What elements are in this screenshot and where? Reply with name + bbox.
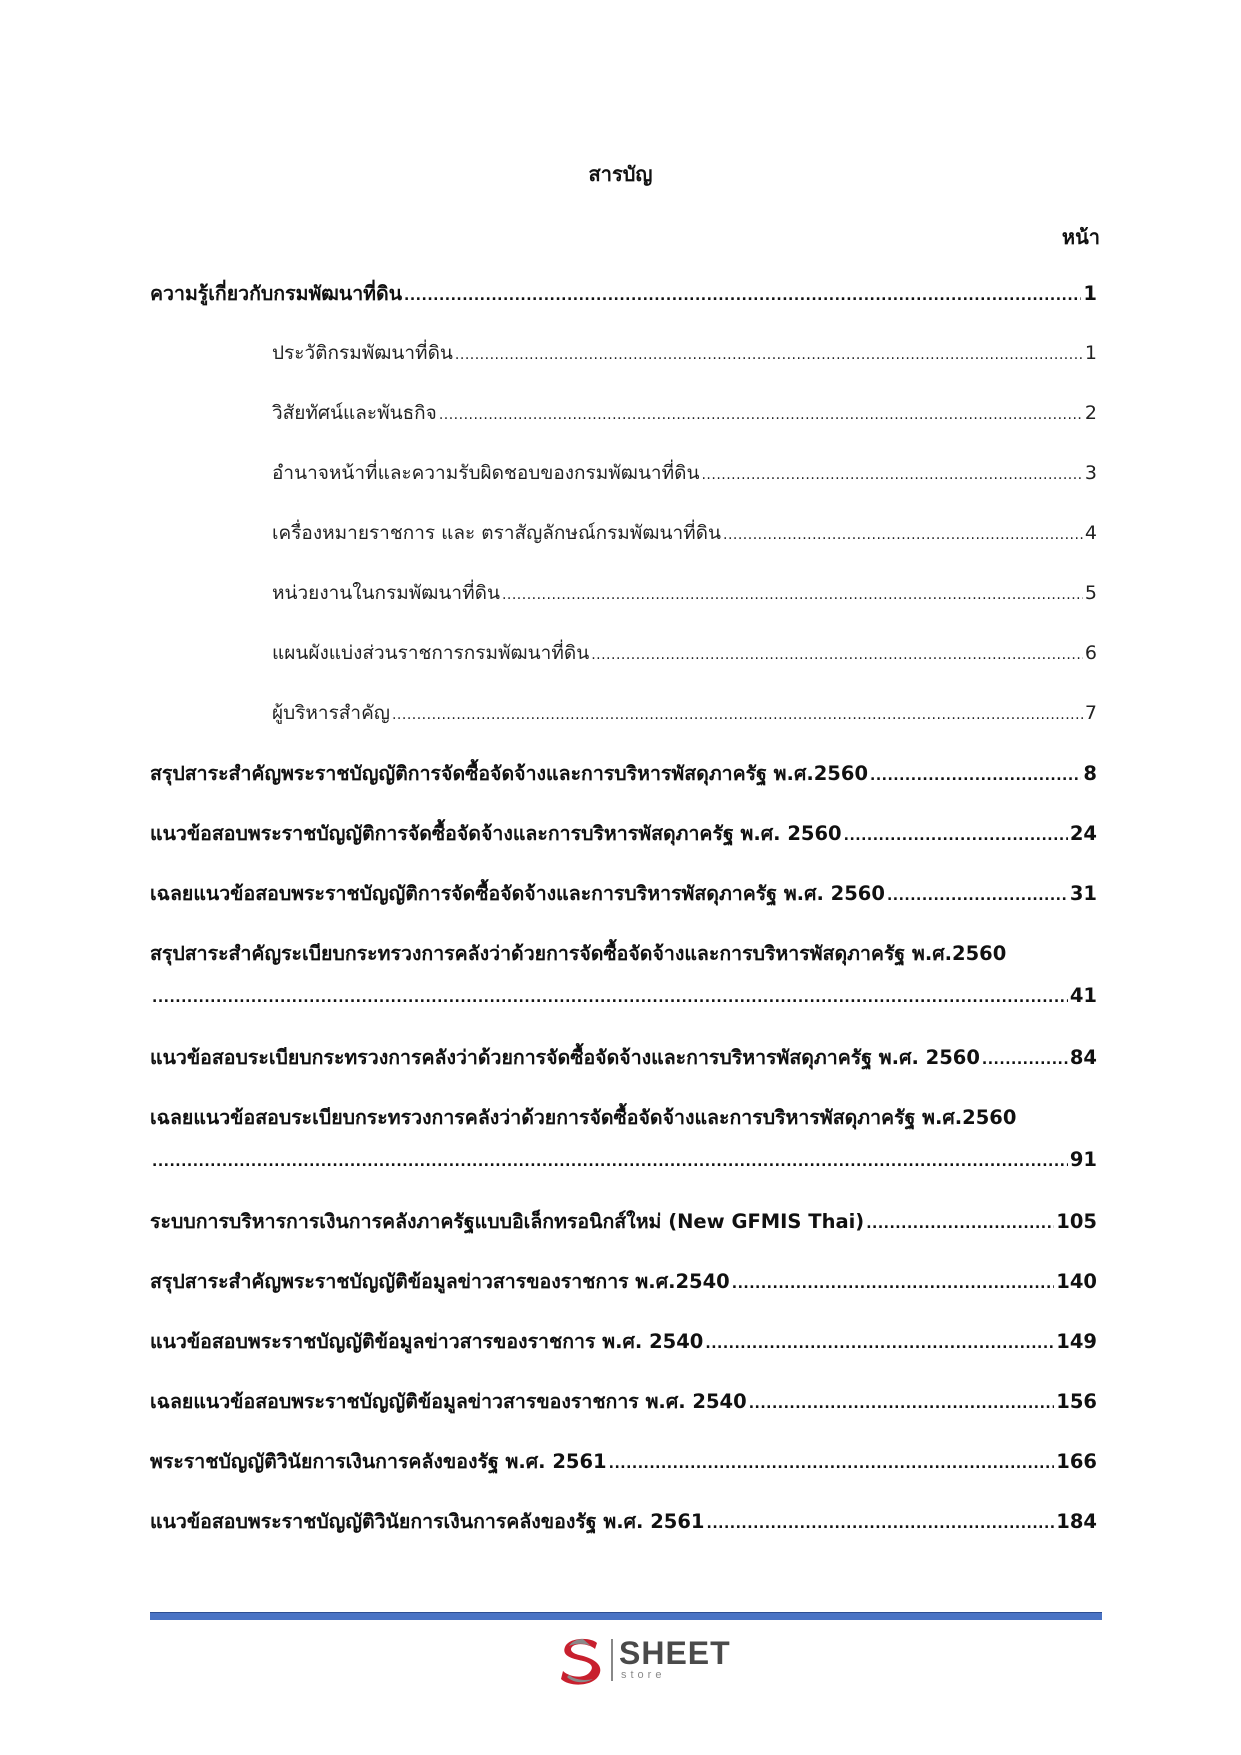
logo-subtext: store [621, 1669, 666, 1681]
dot-leader [705, 1336, 1054, 1352]
dot-leader [844, 828, 1068, 844]
logo-wordmark: SHEET [619, 1635, 731, 1671]
toc-entry-page: 6 [1084, 642, 1097, 664]
dot-leader [502, 587, 1083, 603]
toc-entry-title: แนวข้อสอบพระราชบัญญัติการจัดซื้อจัดจ้างและการบริหารพัสดุภาครัฐ พ.ศ. 2560 [150, 822, 842, 845]
toc-entry-page: 2 [1084, 402, 1097, 424]
dot-leader [455, 347, 1083, 363]
sheet-store-s-icon [553, 1633, 609, 1689]
toc-entry-continuation [150, 1148, 1097, 1171]
toc-entry[interactable] [150, 758, 1097, 789]
toc-entry[interactable] [150, 818, 1097, 849]
toc-subentry[interactable] [272, 338, 1097, 368]
toc-entry-page: 149 [1056, 1330, 1097, 1353]
toc-subentry[interactable] [272, 698, 1097, 728]
toc-subentry[interactable] [272, 638, 1097, 668]
toc-entry[interactable] [150, 1042, 1097, 1073]
dot-leader [866, 1216, 1054, 1232]
toc-entry-title: แนวข้อสอบพระราชบัญญัติวินัยการเงินการคลังของรัฐ พ.ศ. 2561 [150, 1510, 705, 1533]
toc-entry-page: 91 [1069, 1148, 1097, 1171]
toc-entry-title: หน่วยงานในกรมพัฒนาที่ดิน [272, 582, 500, 604]
page-column-label: หน้า [1061, 225, 1100, 249]
dot-leader [701, 467, 1082, 483]
toc-entry[interactable] [150, 1326, 1097, 1357]
toc-entry-title: ความรู้เกี่ยวกับกรมพัฒนาที่ดิน [150, 282, 403, 305]
toc-entry-page: 166 [1056, 1450, 1097, 1473]
toc-entry-title: พระราชบัญญัติวินัยการเงินการคลังของรัฐ พ.ศ. 2561 [150, 1450, 607, 1473]
toc-entry-title: สรุปสาระสำคัญระเบียบกระทรวงการคลังว่าด้วยการจัดซื้อจัดจ้างและการบริหารพัสดุภาครัฐ พ.ศ.2560 [150, 942, 1007, 965]
toc-subentry[interactable] [272, 518, 1097, 548]
toc-entry-title: วิสัยทัศน์และพันธกิจ [272, 402, 437, 424]
toc-entry[interactable] [150, 278, 1097, 309]
dot-leader [152, 1154, 1068, 1170]
sheet-store-logo [553, 1633, 731, 1689]
toc-entry-page: 140 [1056, 1270, 1097, 1293]
toc-entry-page: 4 [1084, 522, 1097, 544]
toc-entry-title: ผู้บริหารสำคัญ [272, 702, 390, 724]
toc-entry[interactable] [150, 1446, 1097, 1477]
toc-entry-page: 105 [1056, 1210, 1097, 1233]
dot-leader [732, 1276, 1055, 1292]
dot-leader [404, 288, 1081, 304]
dot-leader [749, 1396, 1055, 1412]
toc-entry-continuation [150, 984, 1097, 1007]
toc-entry-page: 184 [1056, 1510, 1097, 1533]
dot-leader [982, 1052, 1068, 1068]
toc-subentry[interactable] [272, 578, 1097, 608]
toc-entry[interactable] [150, 1206, 1097, 1237]
toc-entry-page: 41 [1069, 984, 1097, 1007]
toc-entry-title: แนวข้อสอบระเบียบกระทรวงการคลังว่าด้วยการจัดซื้อจัดจ้างและการบริหารพัสดุภาครัฐ พ.ศ. 2560 [150, 1046, 980, 1069]
dot-leader [707, 1516, 1055, 1532]
toc-entry-page: 24 [1069, 822, 1097, 845]
toc-entry[interactable] [150, 878, 1097, 909]
toc-entry-page: 1 [1084, 342, 1097, 364]
dot-leader [152, 990, 1068, 1006]
toc-entry-title: อำนาจหน้าที่และความรับผิดชอบของกรมพัฒนาที่ดิน [272, 462, 700, 484]
toc-entry-page: 156 [1056, 1390, 1097, 1413]
toc-entry[interactable] [150, 1506, 1097, 1537]
toc-entry[interactable] [150, 1102, 1097, 1133]
toc-entry-page: 3 [1084, 462, 1097, 484]
toc-entry-title: เฉลยแนวข้อสอบพระราชบัญญัติข้อมูลข่าวสารของราชการ พ.ศ. 2540 [150, 1390, 747, 1413]
toc-entry-page: 5 [1084, 582, 1097, 604]
toc-entry-title: เฉลยแนวข้อสอบพระราชบัญญัติการจัดซื้อจัดจ้างและการบริหารพัสดุภาครัฐ พ.ศ. 2560 [150, 882, 885, 905]
toc-entry-title: แผนผังแบ่งส่วนราชการกรมพัฒนาที่ดิน [272, 642, 590, 664]
dot-leader [591, 647, 1083, 663]
footer-rule [150, 1612, 1102, 1620]
logo-divider [611, 1639, 613, 1681]
toc-entry-title: แนวข้อสอบพระราชบัญญัติข้อมูลข่าวสารของราชการ พ.ศ. 2540 [150, 1330, 704, 1353]
dot-leader [392, 707, 1083, 723]
page-title: สารบัญ [588, 162, 653, 186]
toc-entry-title: สรุปสาระสำคัญพระราชบัญญัติข้อมูลข่าวสารของราชการ พ.ศ.2540 [150, 1270, 730, 1293]
dot-leader [870, 768, 1081, 784]
toc-entry-title: เฉลยแนวข้อสอบระเบียบกระทรวงการคลังว่าด้วยการจัดซื้อจัดจ้างและการบริหารพัสดุภาครัฐ พ.ศ.2560 [150, 1106, 1017, 1129]
toc-entry[interactable] [150, 1266, 1097, 1297]
toc-entry-page: 7 [1084, 702, 1097, 724]
dot-leader [609, 1456, 1055, 1472]
toc-entry-title: สรุปสาระสำคัญพระราชบัญญัติการจัดซื้อจัดจ้างและการบริหารพัสดุภาครัฐ พ.ศ.2560 [150, 762, 869, 785]
toc-entry-title: ระบบการบริหารการเงินการคลังภาครัฐแบบอิเล็กทรอนิกส์ใหม่ (New GFMIS Thai) [150, 1210, 865, 1233]
toc-entry-page: 31 [1069, 882, 1097, 905]
dot-leader [723, 527, 1083, 543]
toc-subentry[interactable] [272, 398, 1097, 428]
toc-entry[interactable] [150, 1386, 1097, 1417]
toc-entry-title: ประวัติกรมพัฒนาที่ดิน [272, 342, 453, 364]
toc-subentry[interactable] [272, 458, 1097, 488]
toc-entry-page: 84 [1069, 1046, 1097, 1069]
toc-entry-page: 8 [1083, 762, 1097, 785]
dot-leader [887, 888, 1068, 904]
dot-leader [439, 407, 1083, 423]
toc-entry[interactable] [150, 938, 1097, 969]
toc-entry-page: 1 [1083, 282, 1097, 305]
toc-entry-title: เครื่องหมายราชการ และ ตราสัญลักษณ์กรมพัฒนาที่ดิน [272, 522, 721, 544]
